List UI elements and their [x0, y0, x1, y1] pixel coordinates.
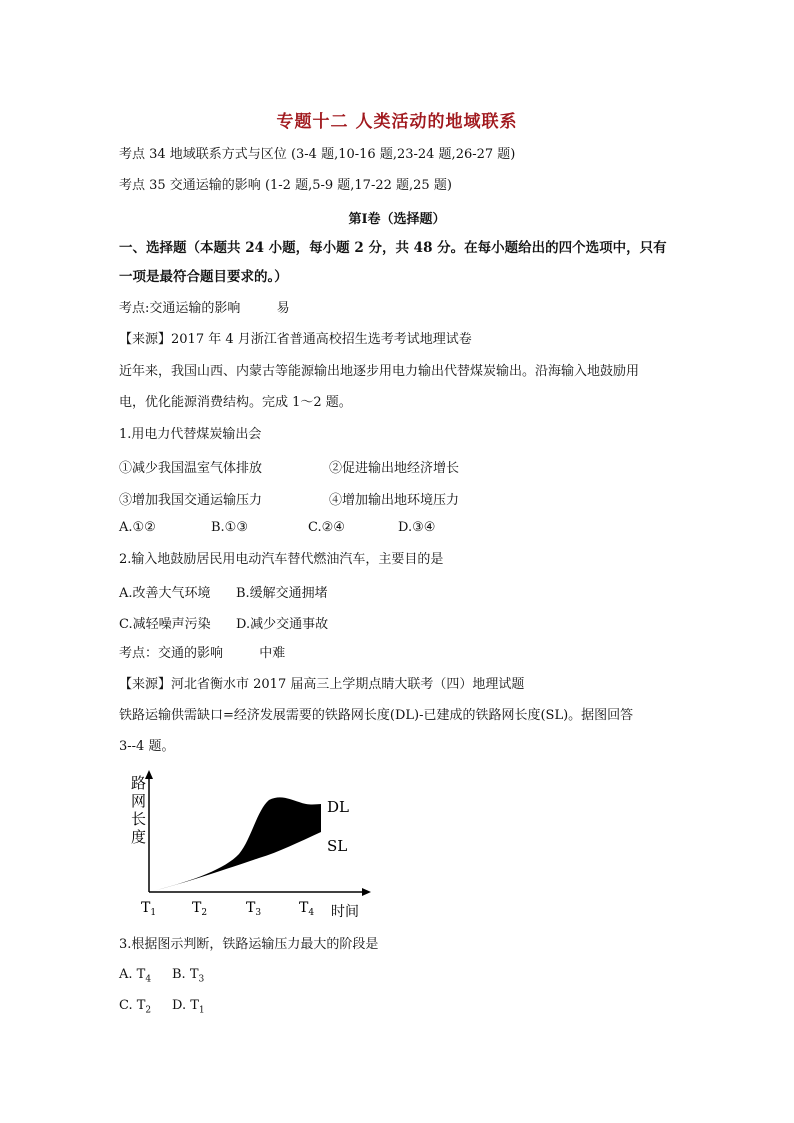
block2-difficulty: 中难 [259, 646, 286, 661]
series-label-dl: DL [327, 798, 349, 816]
y-axis-label-char-1: 路 [131, 774, 147, 792]
x-axis-label: 时间 [331, 904, 359, 920]
x-tick-t3: $T_3$ [246, 900, 262, 918]
chart-svg [119, 770, 379, 920]
q1-item-2: ②促进输出地经济增长 [329, 461, 460, 476]
section-instruction-line2: 一项是最符合题目要求的。） [119, 269, 288, 285]
section-instruction-line1: 一、选择题（本题共 24 小题，每小题 2 分，共 48 分。在每小题给出的四个选项中，只有 [119, 240, 667, 256]
volume-title: 第Ⅰ卷（选择题） [348, 212, 446, 227]
question-2-stem: 2.输入地鼓励居民用电动汽车替代燃油汽车，主要目的是 [119, 552, 444, 567]
q1-item-4: ④增加输出地环境压力 [329, 493, 460, 508]
q2-option-c: C.减轻噪声污染 [119, 617, 211, 632]
y-axis-arrow [145, 770, 153, 779]
q3-option-d: D. $T_1$ [172, 998, 205, 1016]
page-title: 专题十二 人类活动的地域联系 [276, 112, 518, 132]
q2-option-d: D.减少交通事故 [236, 617, 329, 632]
series-label-sl: SL [327, 837, 348, 855]
block2-intro-line1: 铁路运输供需缺口=经济发展需要的铁路网长度(DL)-已建成的铁路网长度(SL)。据图回答 [119, 708, 634, 723]
block1-source: 【来源】2017 年 4 月浙江省普通高校招生选考考试地理试卷 [119, 332, 472, 347]
question-3-stem: 3.根据图示判断，铁路运输压力最大的阶段是 [119, 937, 379, 952]
q1-item-1: ①减少我国温室气体排放 [119, 461, 263, 476]
q2-option-a: A.改善大气环境 [119, 586, 211, 601]
y-axis-label-char-3: 长 [131, 810, 147, 828]
block2-kaodian-label: 考点：交通的影响 [119, 646, 224, 661]
block1-kaodian-label: 考点:交通运输的影响 [119, 301, 241, 316]
block1-intro-line1: 近年来，我国山西、内蒙古等能源输出地逐步用电力输出代替煤炭输出。沿海输入地鼓励用 [119, 364, 640, 379]
kaodian-34-line: 考点 34 地域联系方式与区位 (3-4 题,10-16 题,23-24 题,26-27 题) [119, 147, 516, 162]
question-1-stem: 1.用电力代替煤炭输出会 [119, 427, 262, 442]
block2-intro-line2: 3--4 题。 [119, 739, 175, 754]
block1-intro-line2: 电，优化能源消费结构。完成 1～2 题。 [119, 395, 352, 410]
q1-option-d: D.③④ [398, 520, 436, 535]
q1-option-a: A.①② [119, 520, 156, 535]
q3-option-c: C. $T_2$ [119, 998, 152, 1016]
kaodian-35-line: 考点 35 交通运输的影响 (1-2 题,5-9 题,17-22 题,25 题) [119, 178, 452, 193]
x-tick-t2: $T_2$ [192, 900, 208, 918]
block1-kaodian [119, 300, 290, 318]
q1-item-3: ③增加我国交通运输压力 [119, 493, 263, 508]
q2-option-b: B.缓解交通拥堵 [236, 586, 328, 601]
supply-demand-gap-area [149, 797, 321, 892]
q1-option-b: B.①③ [211, 520, 248, 535]
q3-option-a: A. $T_4$ [119, 967, 152, 985]
q1-option-c: C.②④ [308, 520, 345, 535]
x-tick-t1: $T_1$ [141, 900, 157, 918]
y-axis-label-char-4: 度 [131, 828, 147, 846]
block2-kaodian [119, 645, 285, 663]
railway-length-chart [119, 770, 379, 920]
block1-difficulty: 易 [276, 301, 290, 316]
x-tick-t4: $T_4$ [299, 900, 315, 918]
x-axis-arrow [362, 888, 371, 896]
q3-option-b: B. $T_3$ [172, 967, 205, 985]
block2-source: 【来源】河北省衡水市 2017 届高三上学期点睛大联考（四）地理试题 [119, 677, 525, 692]
y-axis-label-char-2: 网 [131, 792, 147, 810]
